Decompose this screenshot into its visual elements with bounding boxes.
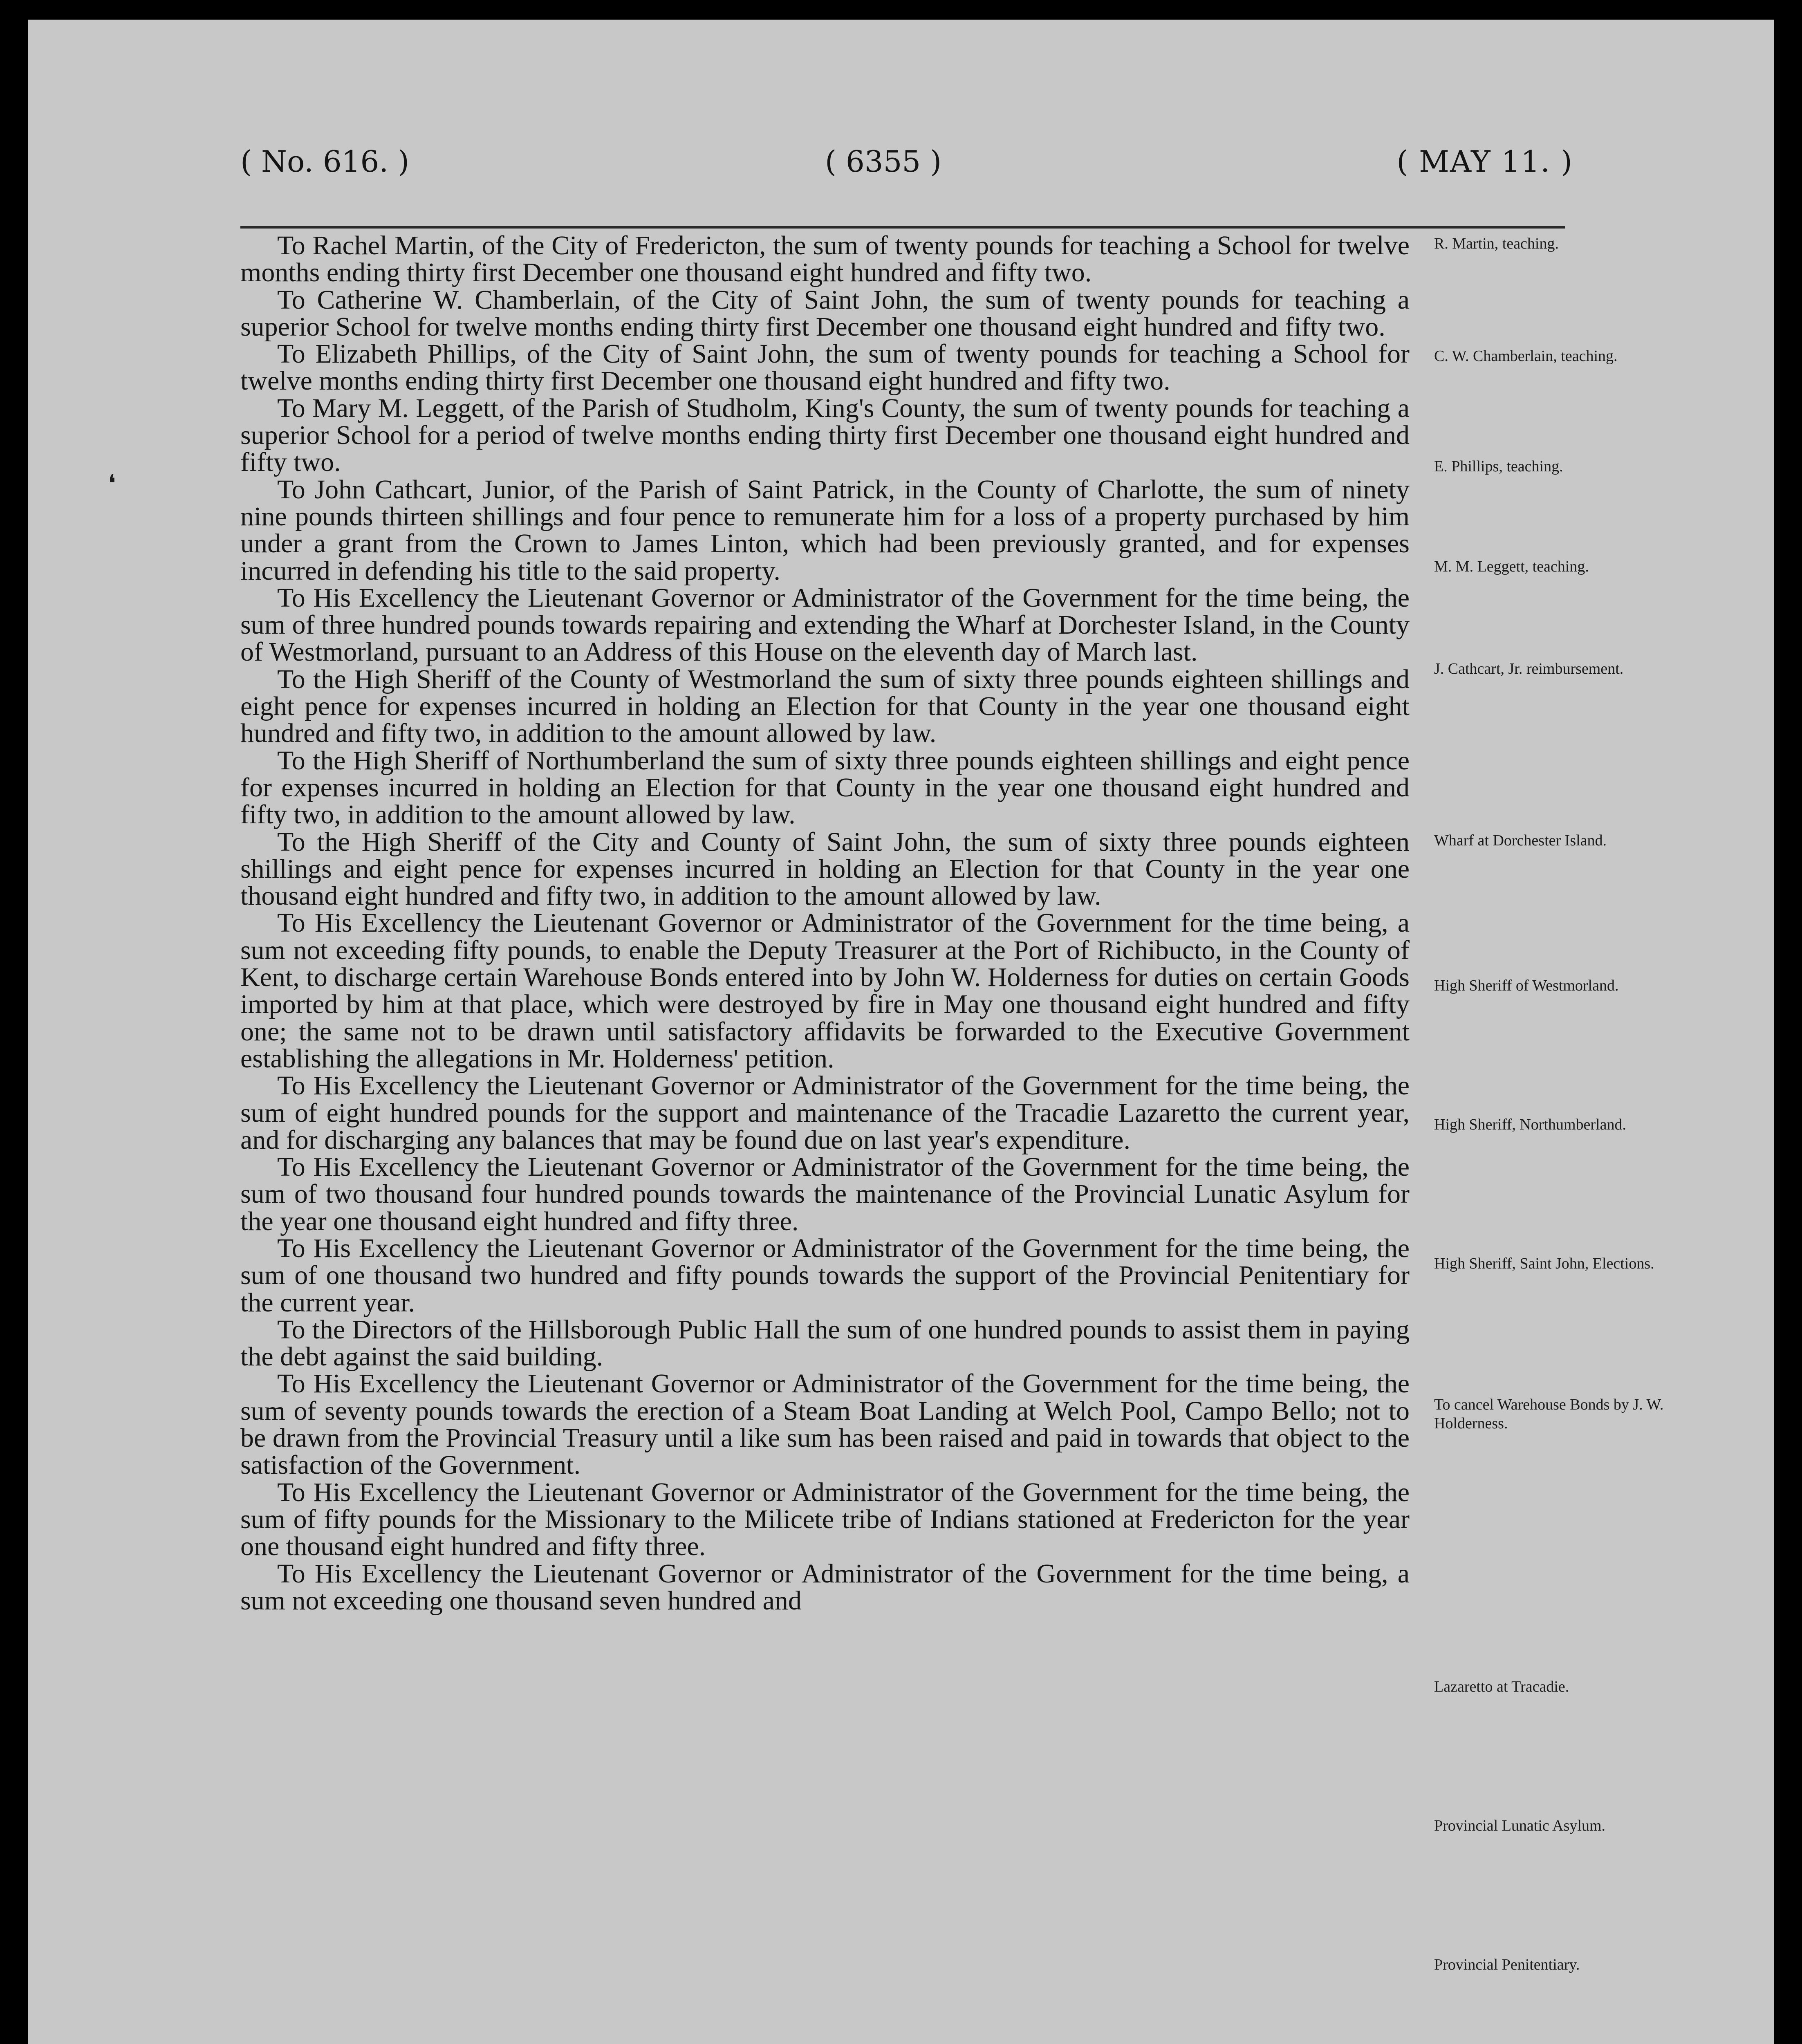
paragraph: To the Directors of the Hillsborough Public Hall the sum of one hundred pounds to assist them in paying the debt against the said building. [240, 1314, 1410, 1372]
paragraph: To the High Sheriff of Northumberland the sum of sixty three pounds eighteen shillings and eight pence for expenses incurred in holding an Election for that County in the year one thousand eight hundred and fifty two, in addition to the amount allowed by law. [240, 745, 1410, 830]
page-number: ( 6355 ) [825, 144, 942, 179]
paragraph: To Elizabeth Phillips, of the City of Saint John, the sum of twenty pounds for teaching a School for twelve months ending thirty first December one thousand eight hundred and fifty two. [240, 339, 1410, 396]
paragraph: To His Excellency the Lieutenant Governor or Administrator of the Government for the time being, the sum of eight hundred pounds for the support and maintenance of the Tracadie Lazaretto the current year, and for discharging any balances that may be found due on last year's expenditure. [240, 1071, 1410, 1155]
margin-note: Lazaretto at Tracadie. [1434, 1678, 1569, 1695]
paragraph: To John Cathcart, Junior, of the Parish of Saint Patrick, in the County of Charlotte, the sum of ninety nine pounds thirteen shillings and four pence to remunerate him for a loss of a property purchased by him under a grant from the Crown to James Linton, which had been previously granted, and for expenses incurred in defending his title to the said property. [240, 474, 1410, 586]
paragraph: To the High Sheriff of the City and County of Saint John, the sum of sixty three pounds eighteen shillings and eight pence for expenses incurred in holding an Election for that County in the year one thousand eight hundred and fifty two, in addition to the amount allowed by law. [240, 827, 1410, 911]
body-text [240, 232, 1410, 1614]
margin-note: High Sheriff of Westmorland. [1434, 977, 1619, 994]
paragraph: To His Excellency the Lieutenant Governor or Administrator of the Government for the time being, a sum not exceeding fifty pounds, to enable the Deputy Treasurer at the Port of Richibucto, in the County of Kent, to discharge certain Warehouse Bonds entered into by John W. Holderness for duties on certain Goods imported by him at that place, which were destroyed by fire in May one thousand eight hundred and fifty one; the same not to be drawn until satisfactory affidavits be forwarded to the Executive Government establishing the allegations in Mr. Holderness' petition. [240, 908, 1410, 1074]
header-rule [240, 226, 1565, 229]
margin-note: M. M. Leggett, teaching. [1434, 558, 1589, 575]
margin-note: E. Phillips, teaching. [1434, 458, 1563, 475]
paragraph: To His Excellency the Lieutenant Governor or Administrator of the Government for the time being, the sum of one thousand two hundred and fifty pounds towards the support of the Provincial Penitentiary for the current year. [240, 1233, 1410, 1318]
margin-note: J. Cathcart, Jr. reimbursement. [1434, 660, 1624, 677]
paragraph: To His Excellency the Lieutenant Governor or Administrator of the Government for the time being, the sum of seventy pounds towards the erection of a Steam Boat Landing at Welch Pool, Campo Bello; not to be drawn from the Provincial Treasury until a like sum has been raised and paid in towards that object to the satisfaction of the Government. [240, 1369, 1410, 1480]
page-header [240, 144, 1573, 193]
document-date: ( MAY 11. ) [1396, 144, 1573, 179]
margin-note: Provincial Lunatic Asylum. [1434, 1817, 1606, 1834]
paragraph: To Rachel Martin, of the City of Fredericton, the sum of twenty pounds for teaching a School for twelve months ending thirty first December one thousand eight hundred and fifty two. [240, 231, 1410, 288]
margin-note: C. W. Chamberlain, teaching. [1434, 347, 1618, 365]
paragraph: To Catherine W. Chamberlain, of the City of Saint John, the sum of twenty pounds for teaching a superior School for twelve months ending thirty first December one thousand eight hundred and fifty two. [240, 285, 1410, 342]
paragraph: To His Excellency the Lieutenant Governor or Administrator of the Government for the time being, the sum of two thousand four hundred pounds towards the maintenance of the Provincial Lunatic Asylum for the year one thousand eight hundred and fifty three. [240, 1152, 1410, 1236]
paragraph: To Mary M. Leggett, of the Parish of Studholm, King's County, the sum of twenty pounds for teaching a superior School for a period of twelve months ending thirty first December one thousand eight hundred and fifty two. [240, 393, 1410, 477]
margin-note: Wharf at Dorchester Island. [1434, 832, 1607, 849]
document-page [28, 20, 1774, 2044]
margin-note: To cancel Warehouse Bonds by J. W. Holderness. [1434, 1396, 1664, 1432]
paragraph: To the High Sheriff of the County of Westmorland the sum of sixty three pounds eighteen shillings and eight pence for expenses incurred in holding an Election for that County in the year one thousand eight hundred and fifty two, in addition to the amount allowed by law. [240, 664, 1410, 749]
document-number: ( No. 616. ) [240, 144, 410, 179]
paragraph: To His Excellency the Lieutenant Governor or Administrator of the Government for the time being, the sum of fifty pounds for the Missionary to the Milicete tribe of Indians stationed at Fredericton for the year one thousand eight hundred and fifty three. [240, 1477, 1410, 1562]
paragraph: To His Excellency the Lieutenant Governor or Administrator of the Government for the time being, the sum of three hundred pounds towards repairing and extending the Wharf at Dorchester Island, in the County of Westmorland, pursuant to an Address of this House on the eleventh day of March last. [240, 583, 1410, 667]
margin-note: High Sheriff, Northumberland. [1434, 1116, 1626, 1133]
margin-note: R. Martin, teaching. [1434, 235, 1559, 252]
margin-note: Provincial Penitentiary. [1434, 1956, 1580, 1973]
paragraph: To His Excellency the Lieutenant Governor or Administrator of the Government for the time being, a sum not exceeding one thousand seven hundred and [240, 1558, 1410, 1616]
margin-note: High Sheriff, Saint John, Elections. [1434, 1255, 1654, 1272]
margin-smudge-top: ❛ [108, 469, 116, 498]
